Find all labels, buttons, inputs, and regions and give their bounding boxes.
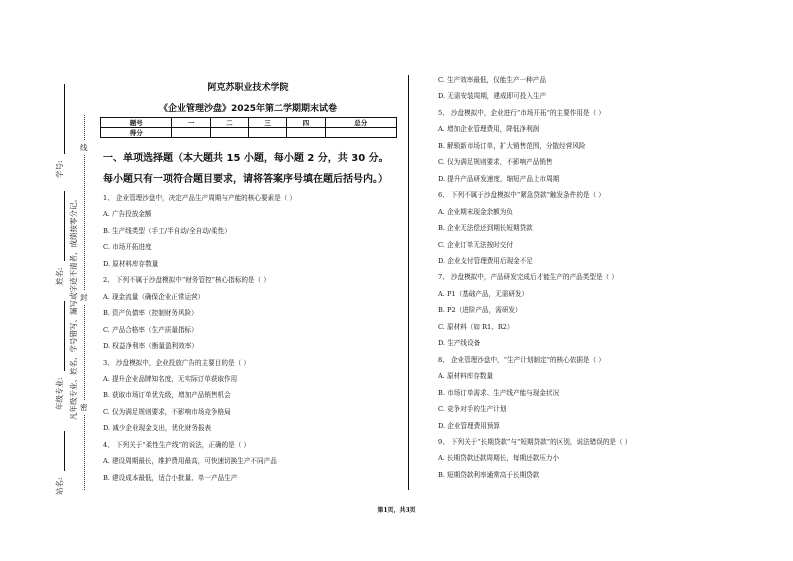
- answer-option: B. 资产负债率（控制财务风险）: [103, 309, 198, 318]
- score-cell[interactable]: [325, 128, 397, 138]
- cell: 总分: [325, 118, 397, 128]
- answer-option: C. 原材料（如 R1、R2）: [438, 322, 514, 331]
- score-cell[interactable]: [248, 128, 286, 138]
- answer-option: D. 原材料库存数量: [103, 259, 159, 268]
- answer-option: C. 产品合格率（生产质量指标）: [103, 325, 198, 334]
- answer-option: A. 原材料库存数量: [438, 372, 494, 381]
- cell: 题号: [101, 118, 172, 128]
- left-column-questions: [103, 190, 296, 486]
- station-line[interactable]: [56, 431, 65, 471]
- name-field[interactable]: [54, 191, 65, 285]
- answer-option: A. 增加企业管理费用，降低净利润: [438, 125, 540, 134]
- section-heading: 一、单项选择题（本大题共 15 小题，每小题 2 分，共 30 分。每小题只有一项符合题目要求，请将答案序号填在题后括号内。）: [103, 153, 389, 185]
- answer-option: D. 企业支付管理费用后现金不足: [438, 256, 533, 265]
- question-stem: 1、 企业管理沙盘中，决定产品生产周期与产能的核心要素是（ ）: [103, 194, 297, 202]
- answer-option: C. 企业订单无法按时交付: [438, 240, 513, 249]
- answer-option: B. 获取市场订单优先级，增加产品销售机会: [103, 391, 231, 400]
- score-cell[interactable]: [172, 128, 210, 138]
- answer-option: D. 无需安装周期，建成即可投入生产: [438, 92, 547, 101]
- station-field[interactable]: [54, 431, 65, 495]
- answer-option: A. 提升企业品牌知名度，无实际订单获取作用: [103, 374, 238, 383]
- answer-option: D. 权益净利率（衡量盈利效率）: [103, 342, 198, 351]
- answer-option: B. 市场订单需求、生产线产能与现金状况: [438, 388, 560, 397]
- score-table-score-row: [101, 128, 397, 138]
- score-table-header-row: [101, 118, 397, 128]
- answer-option: A. P1（基础产品，无需研发）: [438, 289, 529, 298]
- answer-option: C. 仅为满足规则要求，不影响市场竞争格局: [103, 407, 231, 416]
- student-id-label: 学号:: [55, 160, 64, 178]
- grade-major-label: 年级专业:: [55, 377, 64, 410]
- answer-option: C. 竞争对手的生产计划: [438, 405, 507, 414]
- answer-option: A. 现金流量（确保企业正常运营）: [103, 292, 205, 301]
- cell: 一: [172, 118, 210, 128]
- student-id-field[interactable]: [54, 84, 65, 178]
- answer-option: A. 广告投放金额: [103, 210, 152, 219]
- seal-xian: 线: [80, 140, 88, 155]
- answer-option: B. 解锁新市场订单，扩大销售范围，分散经营风险: [438, 141, 586, 150]
- student-id-line[interactable]: [56, 84, 65, 154]
- answer-option: A. 企业期末现金余额为负: [438, 207, 513, 216]
- grade-major-line[interactable]: [56, 301, 65, 371]
- cell: 三: [248, 118, 286, 128]
- answer-option: B. 短期贷款利率通常高于长期贷款: [438, 470, 540, 479]
- column-divider: [408, 75, 409, 490]
- answer-option: B. 建设成本最低，适合小批量、单一产品生产: [103, 473, 238, 482]
- grade-major-field[interactable]: [54, 301, 65, 410]
- station-label: 站名:: [55, 477, 64, 495]
- answer-option: B. 企业无法偿还到期长短期贷款: [438, 224, 533, 233]
- right-column-questions: [438, 72, 631, 483]
- score-table: [100, 117, 397, 138]
- cell: 得分: [101, 128, 172, 138]
- answer-option: C. 市场开拓进度: [103, 243, 152, 252]
- answer-option: A. 建设周期最长，维护费用最高，可快速切换生产不同产品: [103, 457, 277, 466]
- name-line[interactable]: [56, 191, 65, 261]
- answer-option: A. 长期贷款还款周期长，每期还款压力小: [438, 454, 560, 463]
- name-label: 姓名:: [55, 267, 64, 285]
- score-cell[interactable]: [287, 128, 325, 138]
- binding-margin: [40, 90, 100, 500]
- question-stem: 4、 下列关于“柔性生产线”的说法，正确的是（ ）: [103, 440, 251, 449]
- answer-option: B. P2（进阶产品，需研发）: [438, 306, 522, 315]
- answer-option: D. 提升产品研发速度，缩短产品上市周期: [438, 174, 560, 183]
- question-stem: 8、 企业管理沙盘中，“生产计划制定”的核心依据是（ ）: [438, 355, 605, 364]
- question-stem: 6、 下列不属于沙盘模拟中“紧急贷款”触发条件的是（ ）: [438, 191, 605, 200]
- question-stem: 2、 下列不属于沙盘模拟中“财务管控”核心指标的是（ ）: [103, 276, 270, 285]
- cell: 四: [287, 118, 325, 128]
- answer-option: C. 生产效率最低，仅能生产一种产品: [438, 76, 546, 84]
- question-stem: 5、 沙盘模拟中，企业进行“市场开拓”的主要作用是（ ）: [438, 108, 605, 117]
- school-name: 阿克苏职业技术学院: [207, 83, 289, 93]
- question-stem: 7、 沙盘模拟中，产品研发完成后才能生产的产品类型是（ ）: [438, 273, 618, 282]
- answer-option: C. 仅为满足规则要求，不影响产品销售: [438, 158, 553, 167]
- page-number: 第1页，共3页: [377, 507, 416, 514]
- answer-option: D. 生产线设备: [438, 339, 481, 348]
- cell: 二: [210, 118, 248, 128]
- seal-feng: 封: [80, 290, 88, 305]
- question-stem: 3、 沙盘模拟中，企业投放广告的主要目的是（ ）: [103, 358, 250, 367]
- binding-notice: 凡年级专业、姓名、学号错写、漏写或字迹不清者，成绩按零分记。: [69, 195, 78, 420]
- answer-option: B. 生产线类型（手工/半自动/全自动/柔性）: [103, 226, 231, 235]
- answer-option: D. 减少企业现金支出，优化财务报表: [103, 424, 212, 433]
- answer-option: D. 企业管理费用预算: [438, 421, 500, 430]
- score-cell[interactable]: [210, 128, 248, 138]
- seal-mi: 密: [80, 400, 88, 415]
- exam-title: 《企业管理沙盘》2025年第二学期期末试卷: [158, 104, 338, 114]
- question-stem: 9、 下列关于“长期贷款”与“短期贷款”的区别，说法错误的是（ ）: [438, 437, 632, 446]
